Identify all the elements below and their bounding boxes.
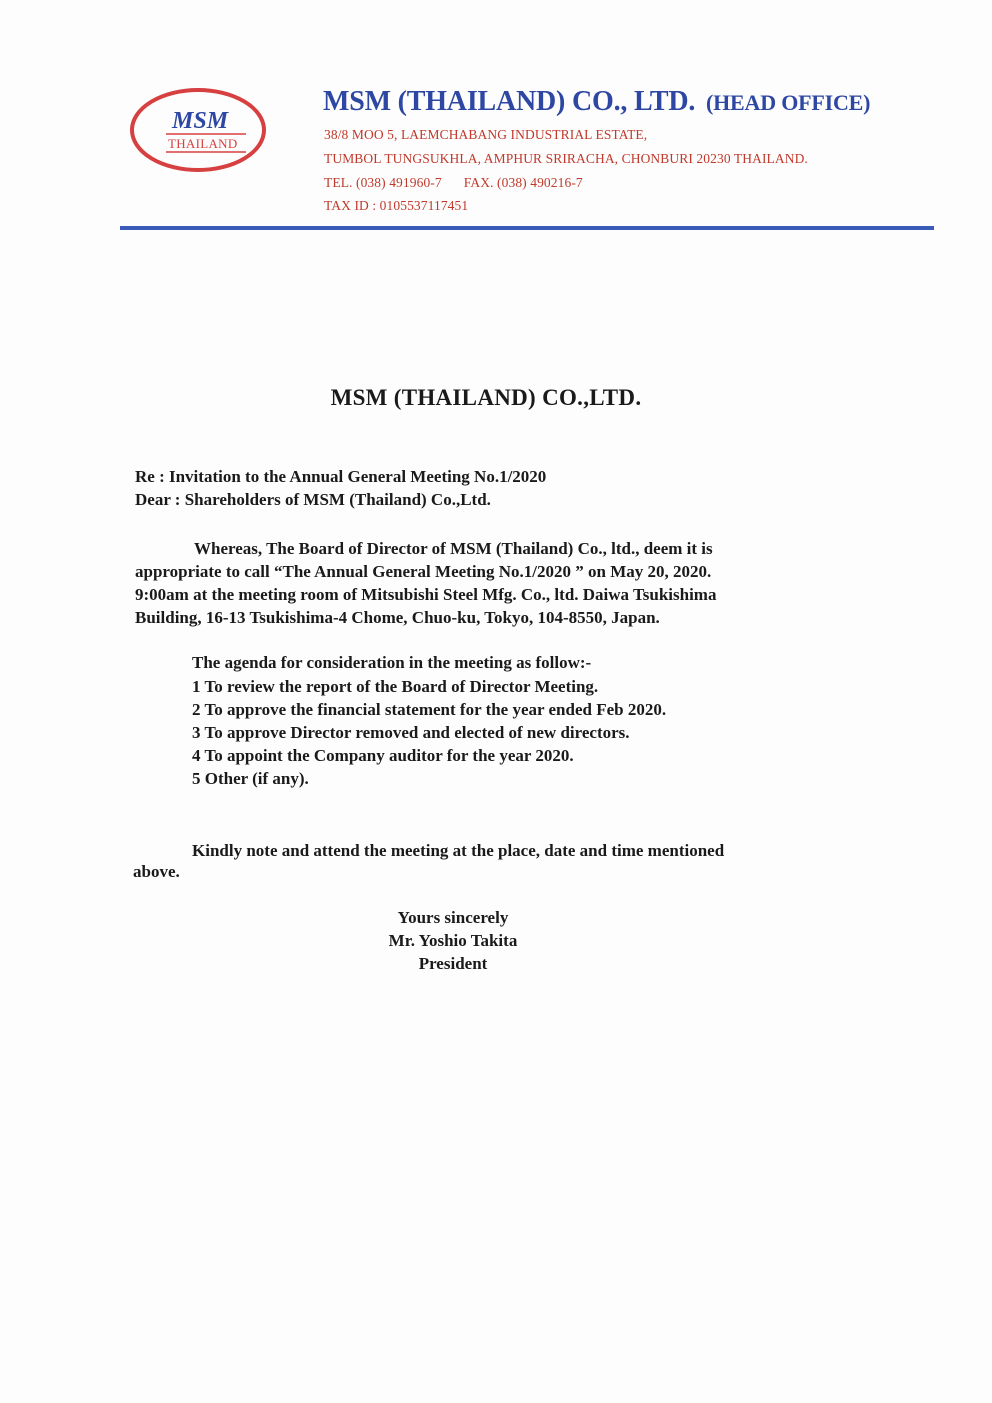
contact-line [324,175,583,191]
company-name-text: MSM (THAILAND) CO., LTD. [323,86,696,117]
telephone: TEL. (038) 491960-7 [324,175,442,190]
agenda-item: 4 To appoint the Company auditor for the year 2020. [192,746,574,765]
agenda-item: 5 Other (if any). [192,769,309,788]
agenda-intro: The agenda for consideration in the meeting as follow:- [192,653,592,672]
company-logo [128,86,268,174]
address-line-1: 38/8 MOO 5, LAEMCHABANG INDUSTRIAL ESTATE, [324,127,648,142]
closing-line: above. [133,862,180,881]
signature-salutation: Yours sincerely [397,908,509,927]
letterhead-divider [120,226,934,230]
signatory-name: Mr. Yoshio Takita [388,931,518,950]
body-paragraph-line: Building, 16-13 Tsukishima-4 Chome, Chuo-ku, Tokyo, 104-8550, Japan. [135,608,660,627]
salutation-line: Dear : Shareholders of MSM (Thailand) Co.,Ltd. [135,490,491,509]
subject-line: Re : Invitation to the Annual General Meeting No.1/2020 [135,467,547,486]
svg-text:THAILAND: THAILAND [168,136,238,151]
closing-line: Kindly note and attend the meeting at the place, date and time mentioned [192,841,725,860]
agenda-item: 1 To review the report of the Board of Director Meeting. [192,677,599,696]
signatory-title: President [418,954,488,973]
body-paragraph-line: 9:00am at the meeting room of Mitsubishi Steel Mfg. Co., ltd. Daiwa Tsukishima [135,585,717,604]
document-title-text: MSM (THAILAND) CO.,LTD. [330,385,642,410]
document-title [0,385,992,411]
fax: FAX. (038) 490216-7 [463,175,583,190]
svg-text:MSM: MSM [172,108,229,134]
agenda-item: 3 To approve Director removed and elected of new directors. [192,723,630,742]
body-paragraph-line: appropriate to call “The Annual General Meeting No.1/2020 ” on May 20, 2020. [135,562,712,581]
address-line-2: TUMBOL TUNGSUKHLA, AMPHUR SRIRACHA, CHONBURI 20230 THAILAND. [324,151,808,166]
tax-id: TAX ID : 0105537117451 [324,198,469,213]
letterhead-company-name [323,86,870,118]
body-paragraph-line: Whereas, The Board of Director of MSM (Thailand) Co., ltd., deem it is [194,539,713,558]
head-office-label: (HEAD OFFICE) [706,90,871,115]
agenda-item: 2 To approve the financial statement for the year ended Feb 2020. [192,700,667,719]
